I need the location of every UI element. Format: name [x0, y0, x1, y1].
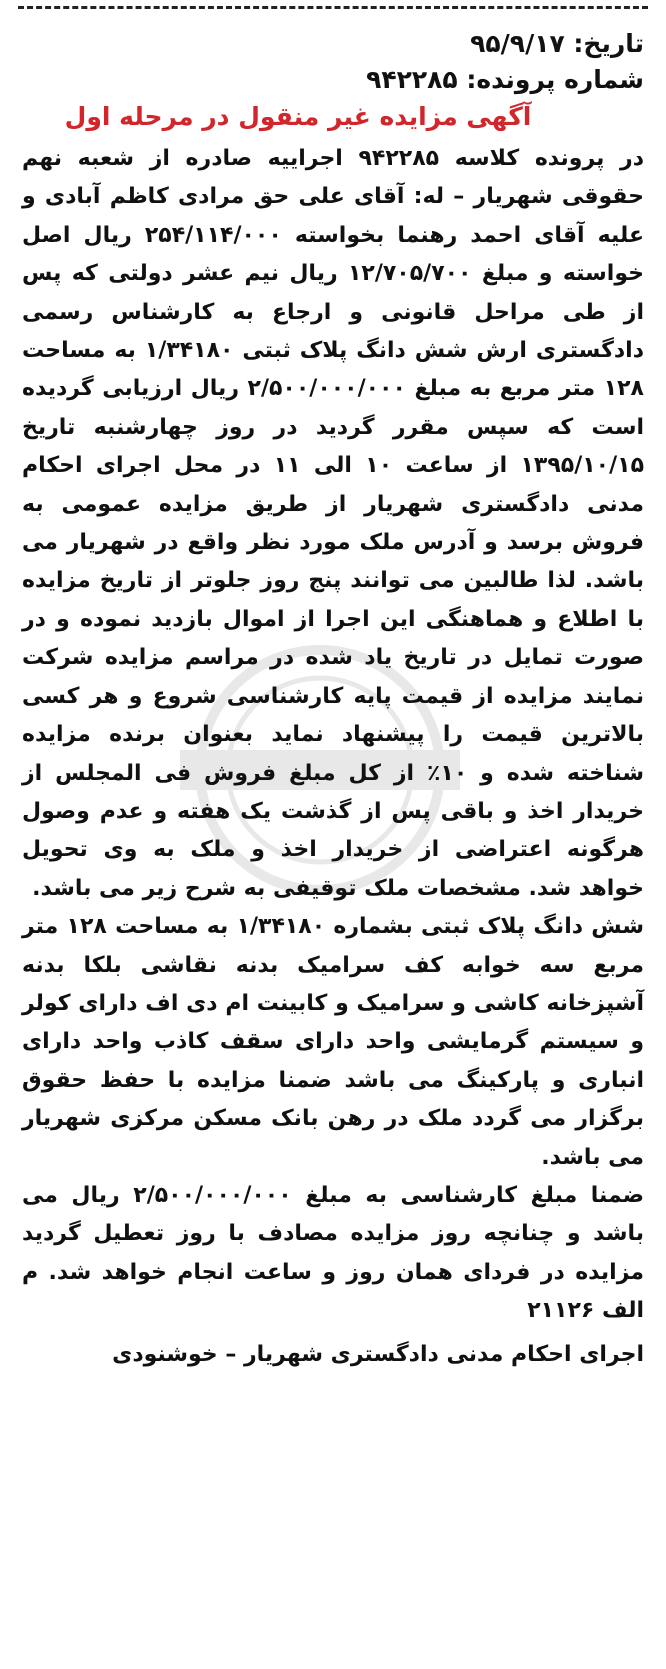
notice-paragraph-main: در پرونده کلاسه ۹۴۲۲۸۵ اجراییه صادره از شعبه نهم حقوقی شهریار – له: آقای علی حق مرادی کاظم آبادی و علیه آقای احمد رهنما بخواسته ۲۵۴/۱۱۴/۰۰۰ ریال اصل خواسته و مبلغ ۱۲/۷۰۵/۷۰۰ ریال نیم عشر دولتی که پس از طی مراحل قانونی و ارجاع به کارشناس رسمی دادگستری ارش شش دانگ پلاک ثبتی ۱/۳۴۱۸۰ به مساحت ۱۲۸ متر مربع به مبلغ ۲/۵۰۰/۰۰۰/۰۰۰ ریال ارزیابی گردیده است که سپس مقرر گردید در روز چهارشنبه تاریخ ۱۳۹۵/۱۰/۱۵ از ساعت ۱۰ الی ۱۱ در محل اجرای احکام مدنی دادگستری شهریار از طریق مزایده عمومی به فروش برسد و آدرس ملک مورد نظر واقع در شهریار می باشد. لذا طالبین می توانند پنج روز جلوتر از تاریخ مزایده با اطلاع و هماهنگی این اجرا از اموال بازدید نموده و در صورت تمایل در تاریخ یاد شده در مراسم مزایده شرکت نمایند مزایده از قیمت پایه کارشناسی شروع و هر کسی بالاترین قیمت را پیشنهاد نماید بعنوان برنده مزایده شناخته شده و ۱۰٪ از کل مبلغ فروش فی المجلس از خریدار اخذ و باقی پس از گذشت یک هفته و عدم وصول هرگونه اعتراضی از خریدار اخذ و ملک به وی تحویل خواهد شد. مشخصات ملک توقیفی به شرح زیر می باشد.	[22, 146, 645, 901]
notice-paragraph-appraisal: ضمنا مبلغ کارشناسی به مبلغ ۲/۵۰۰/۰۰۰/۰۰۰ ریال می باشد و چنانچه روز مزایده مصادف با روز تعطیل گردید مزایده در فردای همان روز و ساعت انجام خواهد شد. م الف ۲۱۱۲۶	[22, 1182, 644, 1324]
notice-headline: آگهی مزایده غیر منقول در مرحله اول	[64, 102, 532, 131]
top-dashed-divider	[18, 6, 648, 9]
case-number: شماره پرونده: ۹۴۲۲۸۵	[366, 65, 644, 94]
notice-paragraph-property: شش دانگ پلاک ثبتی بشماره ۱/۳۴۱۸۰ به مساحت ۱۲۸ متر مربع سه خوابه کف سرامیک بدنه نقاشی بلکا بدنه آشپزخانه کاشی و سرامیک و کابینت ام دی اف دارای کولر و سیستم گرمایشی واحد دارای سقف کاذب واحد دارای انباری و پارکینگ می باشد ضمنا مزایده با حفظ حقوق برگزار می گردد ملک در رهن بانک مسکن مرکزی شهریار می باشد.	[22, 914, 644, 1170]
notice-signature: اجرای احکام مدنی دادگستری شهریار – خوشنودی	[112, 1341, 644, 1367]
notice-date: تاریخ: ۹۵/۹/۱۷	[470, 29, 644, 58]
legal-notice	[22, 26, 644, 1375]
